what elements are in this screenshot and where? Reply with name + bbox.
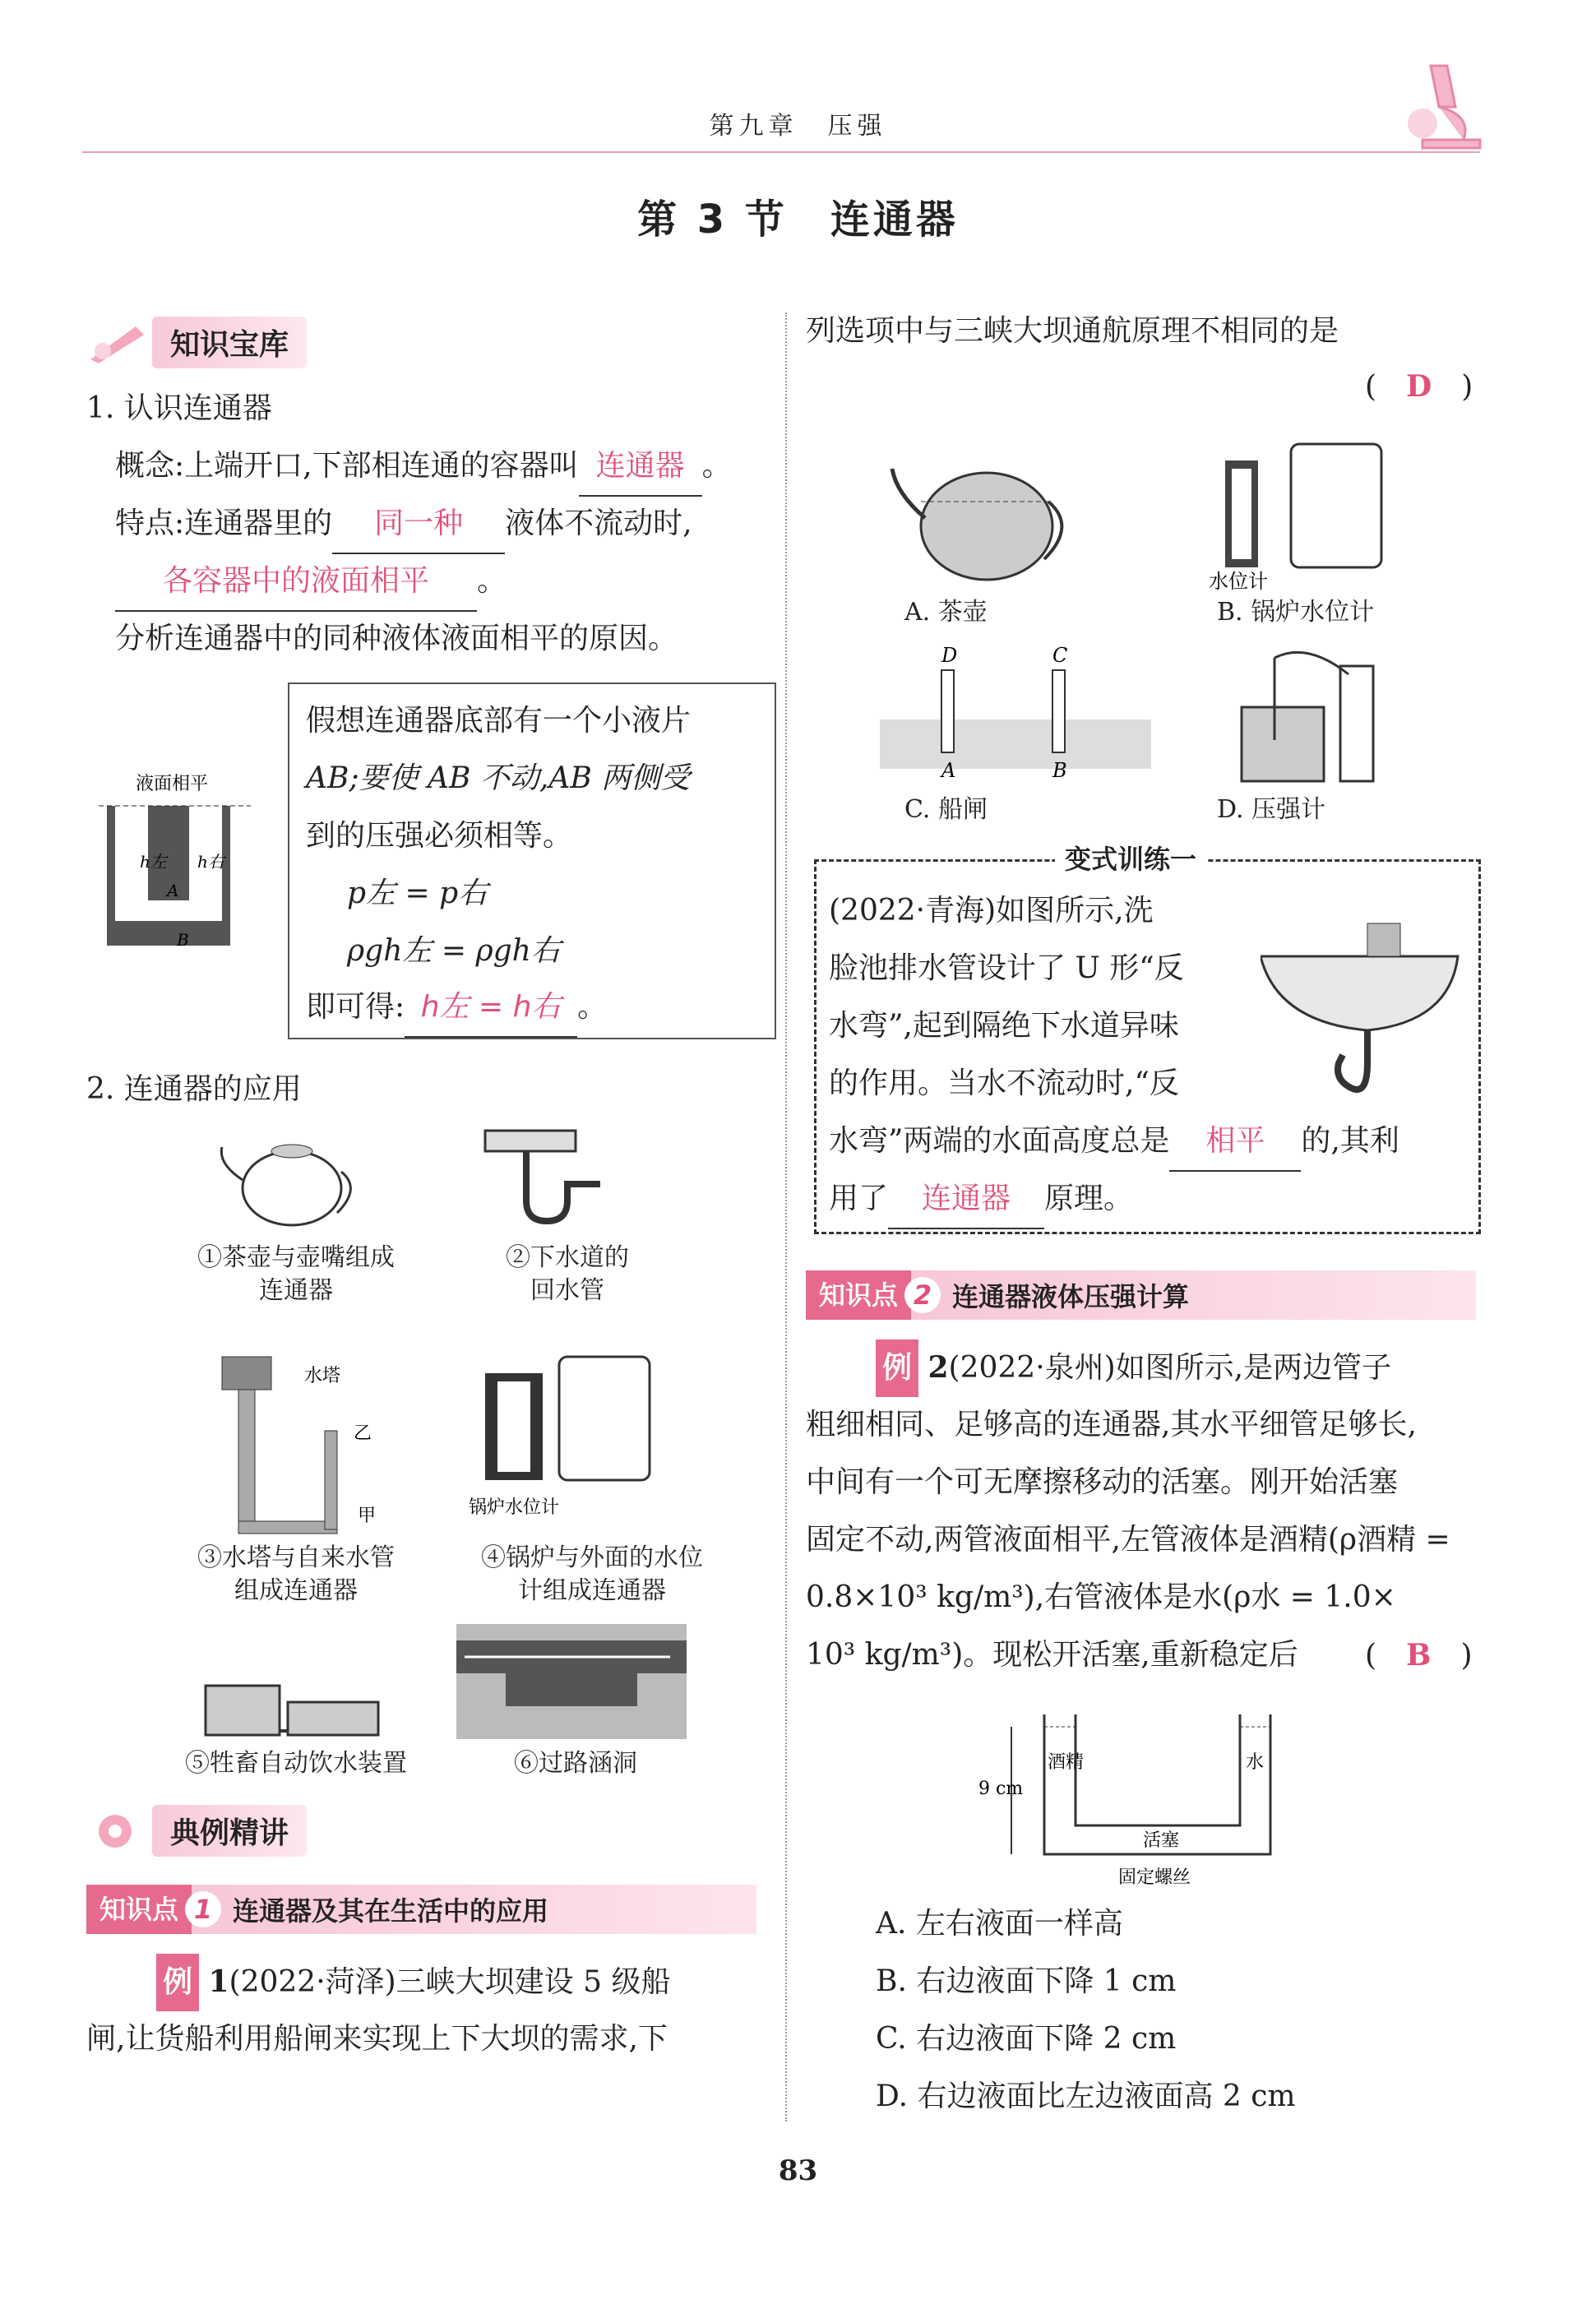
knowledge-point-2: 知识点 2 连通器液体压强计算 [806,1270,1476,1320]
a-label: A [167,881,179,900]
option-b: B. 锅炉水位计 [1217,598,1375,627]
example2-line3: 中间有一个可无摩擦移动的活塞。刚开始活塞 [806,1465,1399,1499]
variant-line6: 用了 连通器 原理。 [829,1170,1133,1229]
example2-answer: ( B ) [1365,1638,1473,1673]
app6-caption: ⑥过路涵洞 [514,1749,637,1778]
svg-text:锅炉水位计: 锅炉水位计 [469,1497,560,1518]
microscope-icon [1398,49,1488,156]
option-a-teapot [880,436,1085,592]
h-left-label: h左 [140,852,167,872]
svg-text:甲: 甲 [358,1506,377,1526]
variant-answer1: 相平 [1169,1113,1301,1172]
example2-line1: 例 2(2022·泉州)如图所示,是两边管子 [876,1339,1391,1397]
result-line: 即可得: h左 = h右 。 [306,979,607,1038]
example2-line2: 粗细相同、足够高的连通器,其水平细管足够长, [806,1408,1417,1441]
column-divider [785,312,787,2121]
app2-caption: ②下水道的 回水管 [506,1243,629,1305]
h-right-label: h右 [197,852,224,872]
knowledge-heading: 知识宝库 [86,317,307,368]
result-answer: h左 = h右 [405,979,577,1038]
example2-line6: 10³ kg/m³)。现松开活塞,重新稳定后 [806,1638,1298,1672]
option-c: C. 船闸 [904,795,988,824]
eq1: p左 = p右 [347,877,488,910]
option-d: D. 压强计 [1217,795,1326,824]
section-title: 第 3 节 连通器 [637,197,959,243]
feature-answer1: 同一种 [332,495,505,554]
option-c-lock [880,637,1151,785]
example2-option-b: B. 右边液面下降 1 cm [876,1964,1177,1998]
example1-line3: 列选项中与三峡大坝通航原理不相同的是 [806,314,1339,348]
svg-text:活塞: 活塞 [1143,1830,1180,1851]
concept-answer: 连通器 [579,437,702,497]
washbasin-figure [1261,907,1466,1104]
knowledge-point-1: 知识点 1 连通器及其在生活中的应用 [86,1885,756,1934]
flower-icon [86,1807,152,1856]
teapot-figure [214,1122,362,1229]
svg-text:C: C [1052,644,1068,667]
svg-text:酒精: 酒精 [1048,1752,1085,1773]
eq2: ρgh左 = ρgh右 [347,934,561,968]
svg-text:水塔: 水塔 [304,1366,341,1386]
water-tower-figure [189,1349,403,1546]
example2-line5: 0.8×10³ kg/m³),右管液体是水(ρ水 = 1.0× [806,1580,1396,1614]
svg-text:水位计: 水位计 [1209,570,1268,592]
feature-line2: 各容器中的液面相平 。 [115,553,507,612]
variant-answer2: 连通器 [888,1170,1044,1229]
variant-line5: 水弯”两端的水面高度总是 相平 的,其利 [829,1113,1399,1172]
header-divider [82,151,1480,153]
example2-option-d: D. 右边液面比左边液面高 2 cm [876,2080,1296,2113]
example1-line1: 例 1(2022·菏泽)三峡大坝建设 5 级船 [156,1953,670,2011]
b-label: B [177,930,189,950]
pen-icon [86,318,152,368]
reasoning-box: 假想连通器底部有一个小液片 AB;要使 AB 不动,AB 两侧受 到的压强必须相等。 p左 = p右 ρgh左 = ρgh右 即可得: h左 = h右 。 [288,682,776,1039]
u-tube-diagram [95,765,259,962]
svg-text:D: D [941,644,958,667]
svg-text:固定螺丝: 固定螺丝 [1118,1867,1191,1888]
example1-line2: 闸,让货船利用船闸来实现上下大坝的需求,下 [86,2022,668,2056]
option-d-manometer [1217,641,1398,789]
variant-box: 变式训练一 (2022·青海)如图所示,洗 脸池排水管设计了 U 形“反 水弯”,起到隔绝下水道异味 的作用。当水不流动时,“反 水弯”两端的水面高度总是 相平 的,其利 用了 连通器 原理。 [814,859,1481,1234]
example2-line4: 固定不动,两管液面相平,左管液体是酒精(ρ酒精 = [806,1523,1450,1557]
boiler-figure [469,1340,682,1521]
connected-tube-figure [978,1710,1316,1899]
example1-answer: ( D ) [1365,369,1473,404]
svg-text:A: A [941,759,956,782]
svg-text:水: 水 [1246,1752,1265,1773]
example2-option-c: C. 右边液面下降 2 cm [876,2022,1177,2056]
examples-heading: 典例精讲 [86,1805,307,1857]
app3-caption: ③水塔与自来水管 组成连通器 [197,1543,395,1605]
svg-text:9 cm: 9 cm [978,1779,1024,1799]
app4-caption: ④锅炉与外面的水位 计组成连通器 [481,1543,703,1605]
svg-text:乙: 乙 [354,1423,372,1444]
item2-title: 2. 连通器的应用 [86,1072,302,1106]
feature-answer2: 各容器中的液面相平 [115,553,477,612]
svg-text:B: B [1052,759,1067,782]
app1-caption: ①茶壶与壶嘴组成 连通器 [197,1243,395,1305]
feature-line: 特点:连通器里的 同一种 液体不流动时, [115,495,692,554]
page-number: 83 [778,2154,818,2187]
analysis-line: 分析连通器中的同种液体液面相平的原因。 [115,622,678,655]
level-label: 液面相平 [136,774,209,794]
drainpipe-figure [477,1127,608,1233]
drinking-trough-figure [197,1636,395,1743]
chapter-header: 第九章 压强 [709,112,887,141]
option-a: A. 茶壶 [904,598,988,627]
variant-title: 变式训练一 [1055,839,1206,877]
item1-title: 1. 认识连通器 [86,391,272,425]
concept-line: 概念:上端开口,下部相连通的容器叫 连通器 。 [115,437,732,497]
app5-caption: ⑤牲畜自动饮水装置 [185,1749,407,1778]
culvert-figure [456,1624,687,1739]
option-b-boiler [1209,428,1398,592]
example2-option-a: A. 左右液面一样高 [876,1907,1123,1941]
